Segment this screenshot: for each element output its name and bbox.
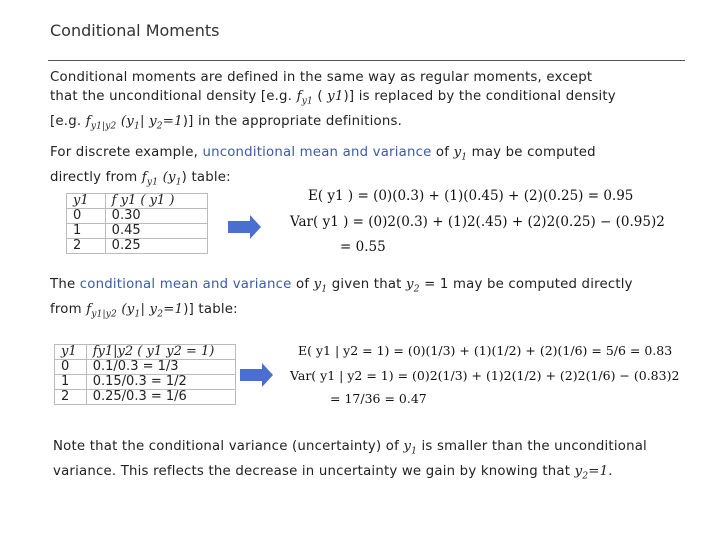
table-row bbox=[67, 224, 208, 239]
text: variance. This reflects the decrease in uncertainty we gain by knowing that bbox=[53, 463, 571, 479]
condition-value: =1 bbox=[162, 113, 183, 129]
density-subscript: y1|y2 bbox=[90, 121, 117, 132]
subscript: 2 bbox=[582, 471, 589, 482]
variable-y: y bbox=[453, 145, 462, 160]
right-arrow-icon bbox=[228, 214, 262, 240]
density-symbol: f bbox=[86, 301, 92, 317]
paren: ( bbox=[317, 89, 323, 104]
table-cell: 0.1/0.3 = 1/3 bbox=[86, 360, 235, 375]
table-row bbox=[55, 390, 236, 405]
conditional-paragraph bbox=[50, 275, 633, 324]
text: of bbox=[435, 145, 450, 160]
text: )] table: bbox=[183, 301, 238, 317]
intro-line-3 bbox=[50, 112, 616, 137]
variable-y: y bbox=[406, 277, 414, 292]
text: For discrete example, bbox=[50, 145, 199, 160]
table-cell: 0.25/0.3 = 1/6 bbox=[86, 390, 235, 405]
text: may be computed bbox=[471, 145, 596, 160]
intro-paragraph bbox=[50, 68, 616, 136]
table-cell: 0 bbox=[55, 360, 87, 375]
variable-y: y bbox=[574, 463, 583, 479]
equation-mean-unconditional: E( y1 ) = (0)(0.3) + (1)(0.45) + (2)(0.25) = 0.95 bbox=[308, 188, 634, 204]
title-divider bbox=[48, 60, 685, 61]
table-header-cell: fy1|y2 ( y1 y2 = 1) bbox=[86, 345, 235, 360]
equation-mean-conditional: E( y1 | y2 = 1) = (0)(1/3) + (1)(1/2) + (2)(1/6) = 5/6 = 0.83 bbox=[298, 343, 673, 358]
note-paragraph bbox=[53, 437, 647, 486]
equation-variance-conditional: Var( y1 | y2 = 1) = (0)2(1/3) + (1)2(1/2) + (2)2(1/6) − (0.83)2 bbox=[290, 368, 680, 383]
table-cell: 2 bbox=[67, 239, 106, 254]
text: The bbox=[50, 277, 76, 292]
subscript: 1 bbox=[411, 446, 418, 457]
variable-y: (y bbox=[121, 301, 135, 317]
discrete-line-1 bbox=[50, 143, 596, 168]
conditional-table bbox=[54, 344, 236, 405]
table-cell: 0 bbox=[67, 209, 106, 224]
note-line-1 bbox=[53, 437, 647, 462]
table-cell: 0.45 bbox=[105, 224, 207, 239]
intro-line-1: Conditional moments are defined in the same way as regular moments, except bbox=[50, 70, 593, 85]
conditional-line-1 bbox=[50, 275, 633, 300]
text: from bbox=[50, 301, 82, 317]
subscript: 2 bbox=[157, 309, 164, 320]
right-arrow-icon bbox=[240, 362, 274, 388]
subscript: 1 bbox=[134, 309, 141, 320]
table-header-row bbox=[67, 194, 208, 209]
table-cell: 0.15/0.3 = 1/2 bbox=[86, 375, 235, 390]
table-header-row bbox=[55, 345, 236, 360]
equation-variance-result: = 0.55 bbox=[340, 239, 386, 255]
highlight-text: unconditional mean and variance bbox=[202, 145, 432, 160]
subscript: 1 bbox=[134, 121, 140, 132]
table-cell: 0.25 bbox=[105, 239, 207, 254]
variable-y: (y bbox=[120, 113, 135, 129]
subscript: 1 bbox=[321, 284, 328, 295]
table-row bbox=[55, 360, 236, 375]
conditional-line-2 bbox=[50, 300, 633, 325]
text: is smaller than the unconditional bbox=[421, 439, 647, 454]
unconditional-table bbox=[66, 193, 208, 254]
variable-y: | y bbox=[140, 301, 158, 317]
table-header-cell: y1 bbox=[67, 194, 106, 209]
text: directly from bbox=[50, 169, 138, 185]
text: given that bbox=[331, 277, 402, 292]
table-cell: 2 bbox=[55, 390, 87, 405]
subscript: 2 bbox=[413, 284, 420, 295]
highlight-text: conditional mean and variance bbox=[79, 277, 292, 292]
text: Note that the conditional variance (uncertainty) of bbox=[53, 439, 399, 454]
variable-y: (y bbox=[162, 169, 176, 185]
density-symbol: f bbox=[296, 89, 302, 104]
condition-value: =1 bbox=[163, 301, 184, 317]
intro-text: )] is replaced by the conditional density bbox=[343, 89, 616, 104]
text: of bbox=[296, 277, 310, 292]
table-header-cell: y1 bbox=[55, 345, 87, 360]
subscript: 2 bbox=[156, 121, 163, 132]
variable-y: | y bbox=[139, 113, 157, 129]
intro-text: )] in the appropriate definitions. bbox=[182, 113, 403, 129]
page-title: Conditional Moments bbox=[50, 21, 220, 40]
subscript: 1 bbox=[461, 152, 468, 163]
table-cell: 1 bbox=[55, 375, 87, 390]
table-row bbox=[55, 375, 236, 390]
density-subscript: y1|y2 bbox=[91, 309, 117, 320]
note-line-2 bbox=[53, 462, 647, 487]
density-subscript: y1 bbox=[146, 177, 159, 188]
discrete-paragraph bbox=[50, 143, 596, 192]
density-symbol: f bbox=[85, 113, 91, 129]
table-row bbox=[67, 239, 208, 254]
table-cell: 1 bbox=[67, 224, 106, 239]
density-symbol: f bbox=[141, 169, 147, 185]
intro-line-2 bbox=[50, 87, 616, 112]
intro-text: that the unconditional density [e.g. bbox=[50, 89, 293, 104]
equation-conditional-result: = 17/36 = 0.47 bbox=[330, 391, 427, 406]
condition-value: =1. bbox=[588, 463, 613, 479]
variable-y: y bbox=[313, 277, 322, 292]
table-header-cell: f y1 ( y1 ) bbox=[105, 194, 207, 209]
table-cell: 0.30 bbox=[105, 209, 207, 224]
variable-y1: y1 bbox=[327, 89, 344, 104]
subscript: 1 bbox=[175, 177, 182, 188]
text: = 1 may be computed directly bbox=[424, 277, 633, 292]
variable-y: y bbox=[403, 439, 412, 454]
density-subscript: y1 bbox=[301, 96, 313, 107]
text: ) table: bbox=[181, 169, 231, 185]
equation-variance-unconditional: Var( y1 ) = (0)2(0.3) + (1)2(.45) + (2)2(0.25) − (0.95)2 bbox=[290, 214, 665, 230]
table-row bbox=[67, 209, 208, 224]
intro-text: [e.g. bbox=[50, 113, 82, 129]
